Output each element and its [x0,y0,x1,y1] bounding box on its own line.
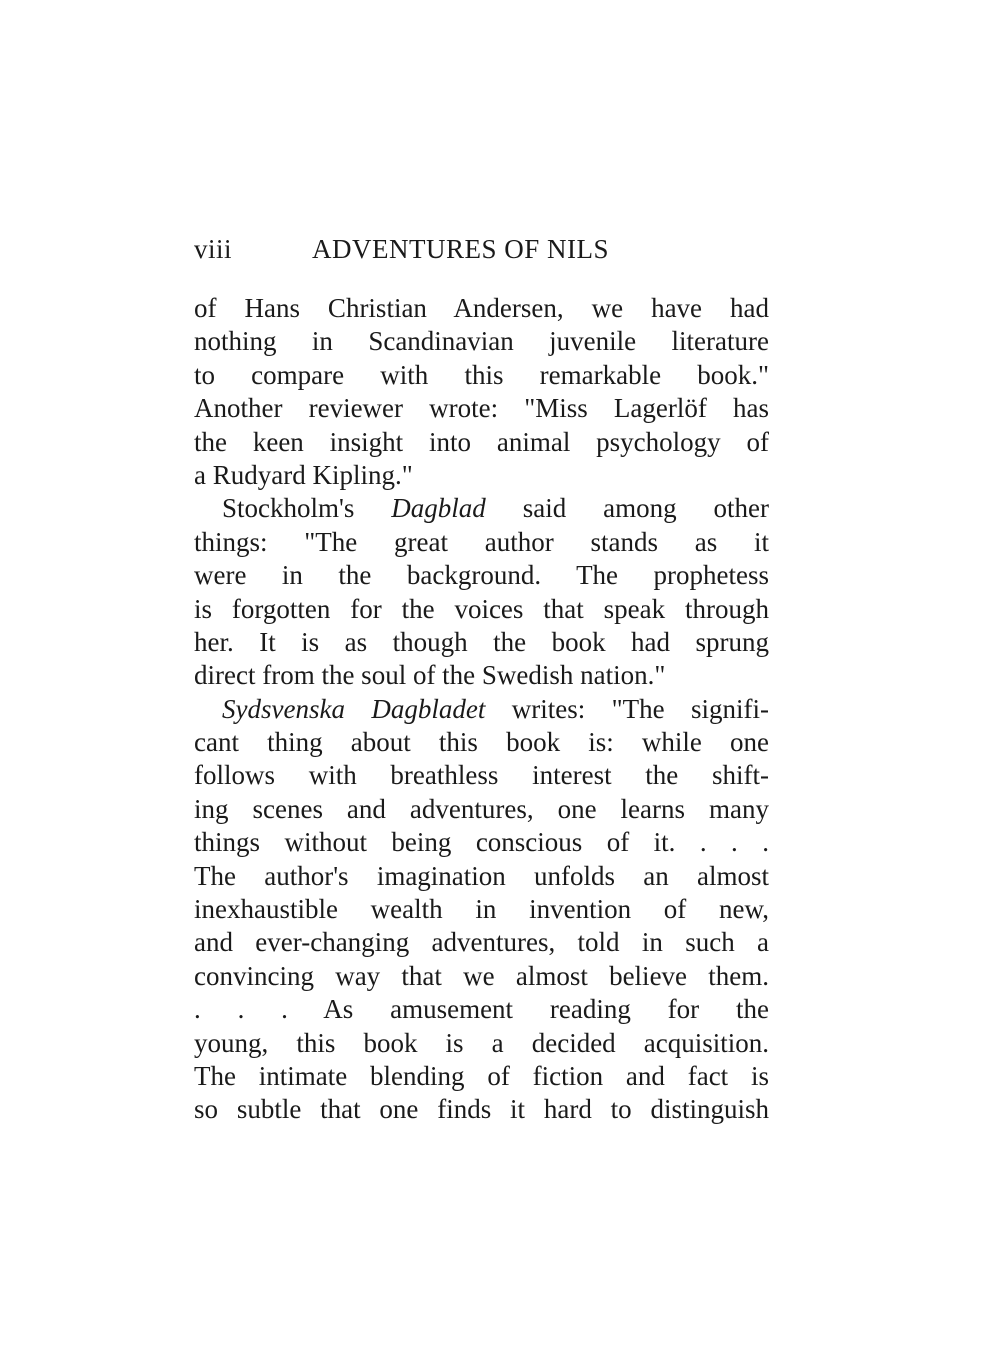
text-line: a Rudyard Kipling." [194,459,413,490]
text-line: the keen insight into animal psychology of [194,426,769,457]
text-line: ing scenes and adventures, one learns many [194,793,769,824]
text-line: were in the background. The prophetess [194,560,769,591]
text-line: to compare with this remarkable book." [194,359,769,390]
running-head [194,234,774,274]
text-line: nothing in Scandinavian juvenile literature [194,326,769,357]
text-line: young, this book is a decided acquisition. [194,1027,769,1058]
text-line [194,693,769,726]
text-line: her. It is as though the book had sprung [194,626,769,657]
text-line: cant thing about this book is: while one [194,727,769,758]
text-line: The intimate blending of fiction and fact is [194,1060,769,1091]
text-line: is forgotten for the voices that speak through [194,593,769,624]
text-line: and ever-changing adventures, told in such a [194,927,769,958]
text-line: things: "The great author stands as it [194,526,769,557]
text-line: so subtle that one finds it hard to distinguish [194,1094,769,1125]
text-line: Another reviewer wrote: "Miss Lagerlöf has [194,393,769,424]
text-line: things without being conscious of it. . . . [194,827,769,858]
running-title: ADVENTURES OF NILS [312,234,610,264]
body-text [194,292,769,1127]
text-line: follows with breathless interest the shift- [194,760,769,791]
newspaper-title: Dagblad [391,493,486,524]
text-run: said among other [485,493,769,524]
text-line: of Hans Christian Andersen, we have had [194,293,769,323]
text-line: convincing way that we almost believe them. [194,960,769,991]
page-number: viii [194,234,233,264]
text-line: inexhaustible wealth in invention of new, [194,894,769,925]
text-run: writes: "The signifi- [485,693,769,724]
text-line: direct from the soul of the Swedish nation." [194,660,666,691]
text-run: Stockholm's [222,493,392,524]
newspaper-title: Sydsvenska Dagbladet [222,693,486,724]
text-line: The author's imagination unfolds an almost [194,860,769,891]
text-line: . . . As amusement reading for the [194,994,769,1025]
text-line [194,492,769,525]
